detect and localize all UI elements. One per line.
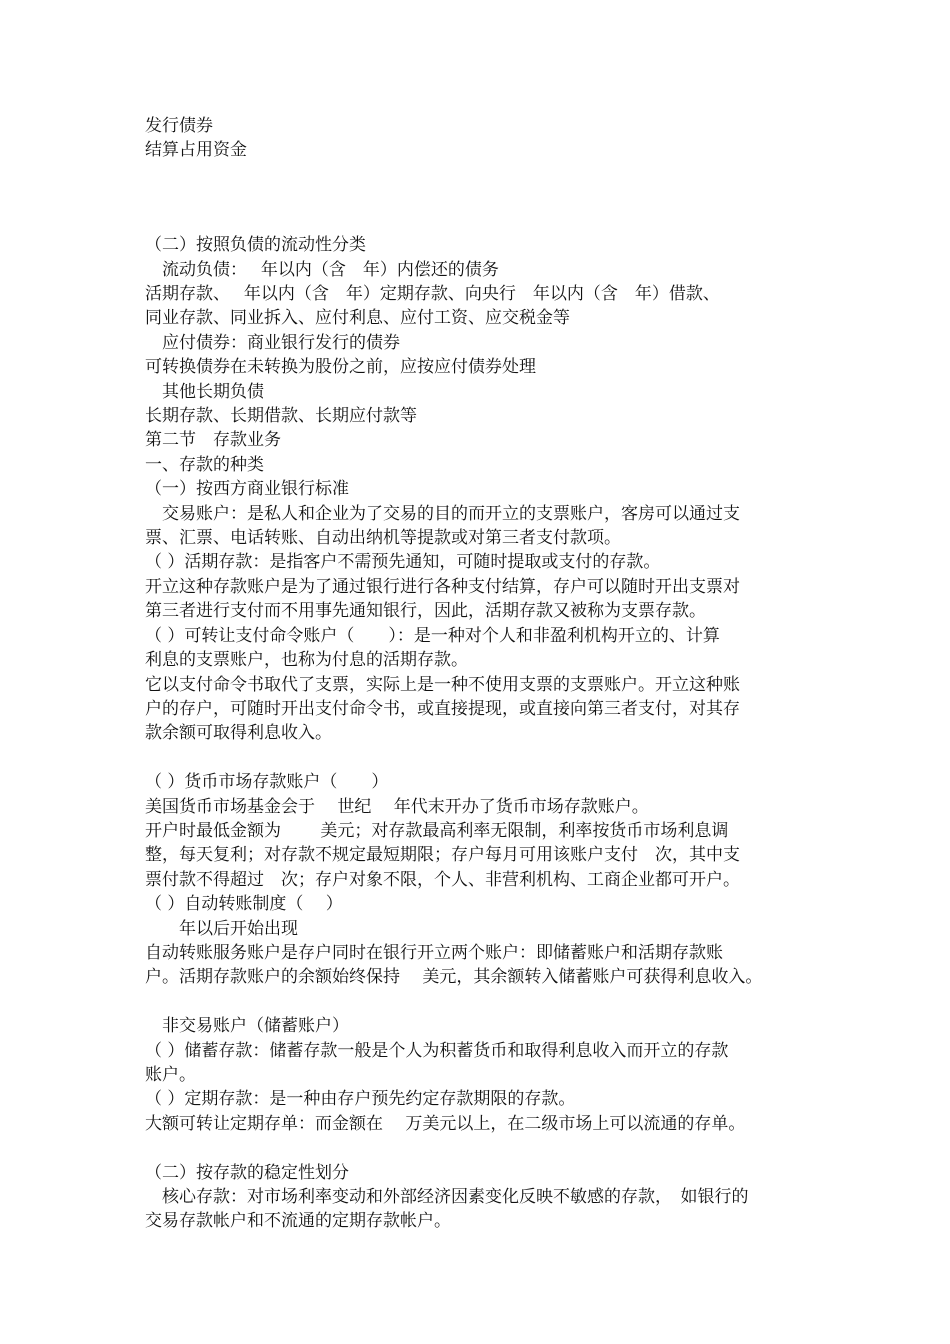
blank-gap — [145, 209, 810, 233]
blank-gap — [145, 1136, 810, 1160]
text-line: 可转换债券在未转换为股份之前，应按应付债券处理 — [145, 357, 536, 378]
text-line: 账户。 — [145, 1064, 196, 1085]
text-line: 利息的支票账户，也称为付息的活期存款。 — [145, 650, 468, 671]
text-line: （ ）活期存款：是指客户不需预先通知，可随时提取或支付的存款。 — [145, 552, 661, 573]
text-line: 整，每天复利；对存款不规定最短期限；存户每月可用该账户支付 次，其中支 — [145, 845, 740, 866]
text-line: 票付款不得超过 次；存户对象不限，个人、非营利机构、工商企业都可开户。 — [145, 869, 740, 890]
text-line: 非交易账户（储蓄账户） — [145, 1016, 349, 1037]
text-line: 流动负债： 年以内（含 年）内偿还的债务 — [145, 259, 499, 280]
text-line: （ ）可转让支付命令账户（ ）：是一种对个人和非盈利机构开立的、计算 — [145, 625, 720, 646]
text-line: （ ）定期存款：是一种由存户预先约定存款期限的存款。 — [145, 1089, 576, 1110]
text-line: 自动转账服务账户是存户同时在银行开立两个账户：即储蓄账户和活期存款账 — [145, 942, 723, 963]
text-line: 开户时最低金额为 美元；对存款最高利率无限制，利率按货币市场利息调 — [145, 820, 729, 841]
text-line: （ ）自动转账制度（ ） — [145, 894, 343, 915]
text-line: 票、汇票、电话转账、自动出纳机等提款或对第三者支付款项。 — [145, 528, 621, 549]
text-line: 长期存款、长期借款、长期应付款等 — [145, 406, 417, 427]
text-line: （ ）货币市场存款账户（ ） — [145, 772, 389, 793]
text-line: 户。活期存款账户的余额始终保持 美元，其余额转入储蓄账户可获得利息收入。 — [145, 967, 763, 988]
section-heading: 第二节 存款业务 — [145, 430, 281, 451]
text-line: 结算占用资金 — [145, 140, 247, 161]
text-line: 其他长期负债 — [145, 381, 264, 402]
text-line: 交易存款帐户和不流通的定期存款帐户。 — [145, 1211, 451, 1232]
text-line: 发行债券 — [145, 116, 213, 136]
text-line: 活期存款、 年以内（含 年）定期存款、向央行 年以内（含 年）借款、 — [145, 284, 720, 305]
text-line: 交易账户：是私人和企业为了交易的目的而开立的支票账户，客房可以通过支 — [145, 503, 740, 524]
text-line: 同业存款、同业拆入、应付利息、应付工资、应交税金等 — [145, 308, 570, 329]
blank-gap — [145, 163, 810, 209]
section-heading: （二）按存款的稳定性划分 — [145, 1162, 349, 1183]
section-heading: （一）按西方商业银行标准 — [145, 479, 349, 500]
text-line: 美国货币市场基金会于 世纪 年代末开办了货币市场存款账户。 — [145, 796, 649, 817]
text-line: 户的存户，可随时开出支付命令书，或直接提现，或直接向第三者支付，对其存 — [145, 698, 740, 719]
text-line: 款余额可取得利息收入。 — [145, 723, 332, 744]
text-line: 应付债券：商业银行发行的债券 — [145, 332, 400, 353]
text-line: 开立这种存款账户是为了通过银行进行各种支付结算，存户可以随时开出支票对 — [145, 576, 740, 597]
blank-gap — [145, 990, 810, 1014]
blank-gap — [145, 746, 810, 770]
text-line: 大额可转让定期存单：而金额在 万美元以上，在二级市场上可以流通的存单。 — [145, 1113, 746, 1134]
section-heading: （二）按照负债的流动性分类 — [145, 235, 366, 256]
section-heading: 一、存款的种类 — [145, 454, 264, 475]
text-line: 核心存款：对市场利率变动和外部经济因素变化反映不敏感的存款， 如银行的 — [145, 1187, 749, 1207]
text-line: 它以支付命令书取代了支票，实际上是一种不使用支票的支票账户。开立这种账 — [145, 674, 740, 695]
text-line: 年以后开始出现 — [145, 918, 298, 939]
text-line: 第三者进行支付而不用事先通知银行，因此，活期存款又被称为支票存款。 — [145, 601, 706, 622]
text-line: （ ）储蓄存款：储蓄存款一般是个人为积蓄货币和取得利息收入而开立的存款 — [145, 1040, 729, 1061]
